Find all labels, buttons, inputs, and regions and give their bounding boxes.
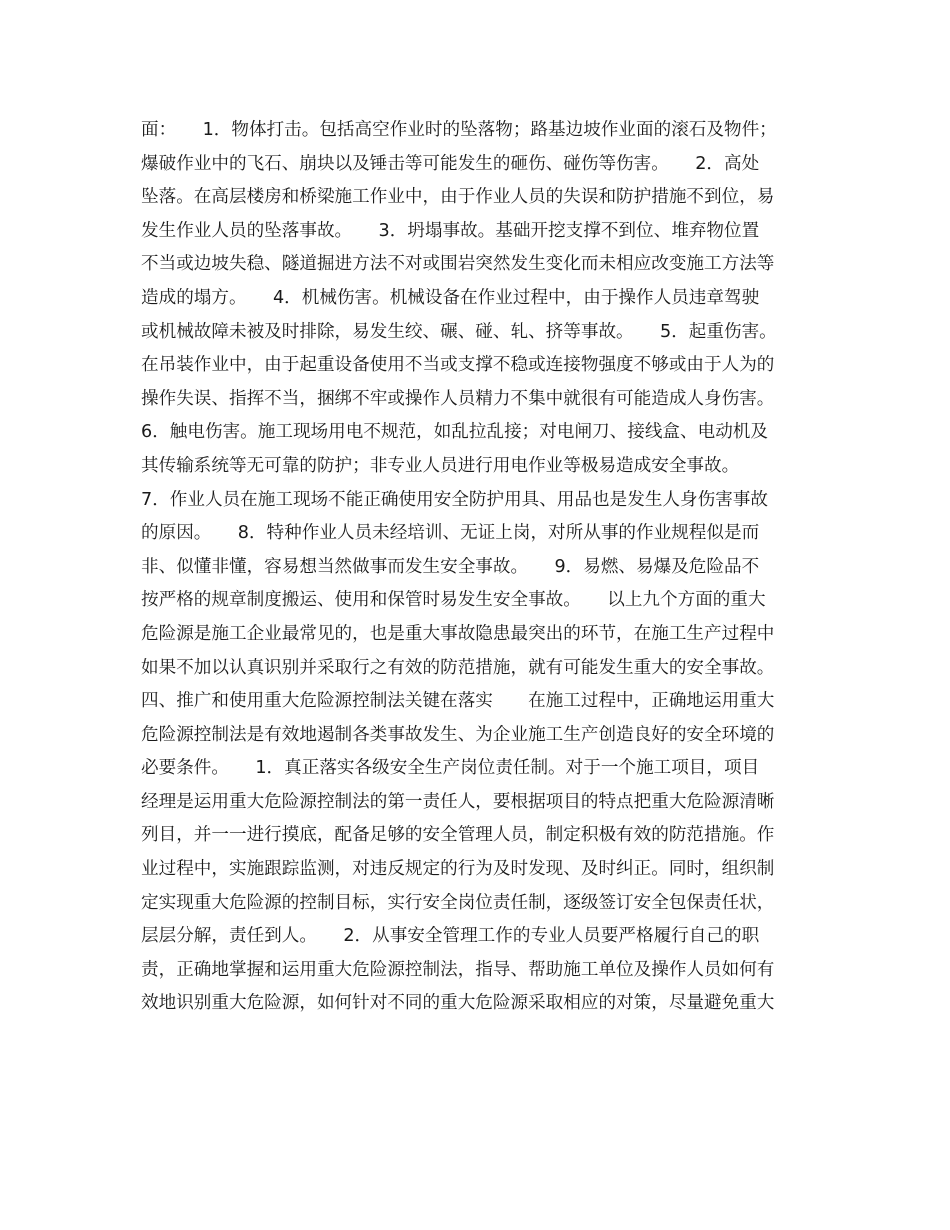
text-line: 如果不加以认真识别并采取行之有效的防范措施，就有可能发生重大的安全事故。 [141,657,775,678]
text-line: 责，正确地掌握和运用重大危险源控制法，指导、帮助施工单位及操作人员如何有 [141,959,775,980]
text-line: 危险源控制法是有效地遏制各类事故发生、为企业施工生产创造良好的安全环境的 [141,724,775,745]
text-line: 非、似懂非懂，容易想当然做事而发生安全事故。 9．易燃、易爆及危险品不 [141,556,760,577]
text-line: 7．作业人员在施工现场不能正确使用安全防护用具、用品也是发生人身伤害事故 [141,489,768,510]
text-line: 层层分解，责任到人。 2．从事安全管理工作的专业人员要严格履行自己的职 [141,926,760,947]
text-line: 操作失误、指挥不当，捆绑不牢或操作人员精力不集中就很有可能造成人身伤害。 [141,388,775,409]
text-line: 在吊装作业中，由于起重设备使用不当或支撑不稳或连接物强度不够或由于人为的 [141,355,775,376]
text-line: 发生作业人员的坠落事故。 3．坍塌事故。基础开挖支撑不到位、堆弃物位置 [141,220,760,241]
text-line: 定实现重大危险源的控制目标，实行安全岗位责任制，逐级签订安全包保责任状， [141,892,775,913]
text-line: 不当或边坡失稳、隧道掘进方法不对或围岩突然发生变化而未相应改变施工方法等 [141,254,775,275]
text-line: 6．触电伤害。施工现场用电不规范，如乱拉乱接；对电闸刀、接线盒、电动机及 [141,422,768,443]
text-line: 效地识别重大危险源，如何针对不同的重大危险源采取相应的对策，尽量避免重大 [141,993,775,1014]
text-line: 经理是运用重大危险源控制法的第一责任人，要根据项目的特点把重大危险源清晰 [141,791,775,812]
text-line: 或机械故障未被及时排除，易发生绞、碾、碰、轧、挤等事故。 5．起重伤害。 [141,321,777,342]
text-line: 造成的塌方。 4．机械伤害。机械设备在作业过程中，由于操作人员违章驾驶 [141,287,760,308]
text-line: 坠落。在高层楼房和桥梁施工作业中，由于作业人员的失误和防护措施不到位，易 [141,187,775,208]
text-line: 必要条件。 1．真正落实各级安全生产岗位责任制。对于一个施工项目，项目 [141,758,760,779]
text-line: 按严格的规章制度搬运、使用和保管时易发生安全事故。 以上九个方面的重大 [141,590,766,611]
section-heading-line: 四、推广和使用重大危险源控制法关键在落实 在施工过程中，正确地运用重大 [141,691,775,712]
text-line: 爆破作业中的飞石、崩块以及锤击等可能发生的砸伤、碰伤等伤害。 2．高处 [141,153,760,174]
body-text [141,114,821,1021]
text-line: 业过程中，实施跟踪监测，对违反规定的行为及时发现、及时纠正。同时，组织制 [141,859,775,880]
text-line: 危险源是施工企业最常见的，也是重大事故隐患最突出的环节，在施工生产过程中 [141,623,775,644]
text-line: 列目，并一一进行摸底，配备足够的安全管理人员，制定积极有效的防范措施。作 [141,825,775,846]
text-line: 的原因。 8．特种作业人员未经培训、无证上岗，对所从事的作业规程似是而 [141,523,760,544]
text-line: 面： 1．物体打击。包括高空作业时的坠落物；路基边坡作业面的滚石及物件； [141,120,777,140]
text-line: 其传输系统等无可靠的防护；非专业人员进行用电作业等极易造成安全事故。 [141,455,740,476]
